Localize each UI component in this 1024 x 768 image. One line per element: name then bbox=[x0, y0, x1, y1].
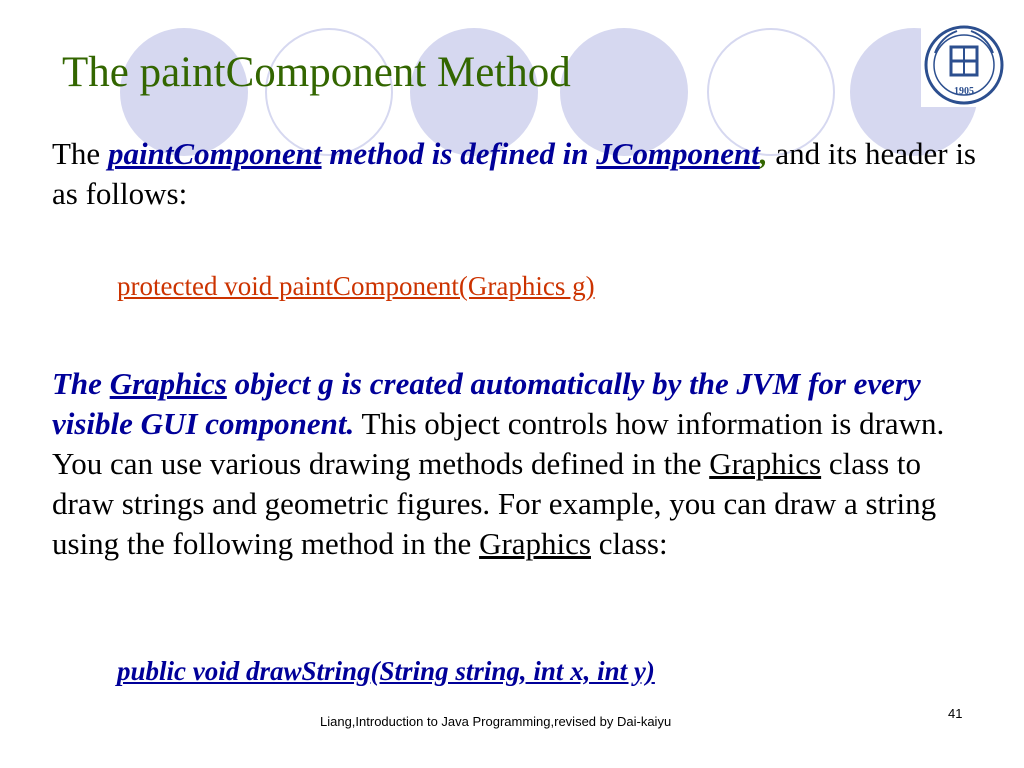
graphics-link[interactable]: Graphics bbox=[109, 366, 227, 401]
page-number: 41 bbox=[948, 706, 963, 721]
text-span: object g is created automatically by the JVM for every visible GUI component bbox=[52, 366, 921, 441]
text-span: class to draw strings and geometric figures. For example, you can draw a string using the following method in the bbox=[52, 446, 937, 561]
text-span: This object controls how information is drawn. You can use various drawing methods defined in the bbox=[52, 406, 945, 481]
text-span: . bbox=[346, 406, 355, 441]
seal-icon bbox=[921, 23, 1007, 107]
intro-paragraph bbox=[52, 134, 982, 214]
graphics-link[interactable]: Graphics bbox=[479, 526, 591, 561]
text-span: The bbox=[52, 366, 110, 401]
slide-footer: Liang,Introduction to Java Programming,revised by Dai-kaiyu bbox=[320, 714, 672, 729]
jcomponent-link[interactable]: JComponent bbox=[596, 136, 760, 171]
text-span: class: bbox=[590, 526, 668, 561]
text-span: method is defined in bbox=[321, 136, 597, 171]
paintcomponent-link[interactable]: paintComponent bbox=[107, 136, 322, 171]
graphics-link[interactable]: Graphics bbox=[709, 446, 822, 481]
text-span: and its header is as follows: bbox=[52, 136, 976, 211]
slide-title: The paintComponent Method bbox=[62, 49, 571, 96]
svg-text:1905: 1905 bbox=[954, 86, 974, 97]
university-logo bbox=[921, 23, 1007, 107]
text-span: The bbox=[52, 136, 108, 171]
code-drawstring-signature[interactable]: public void drawString(String string, int x, int y) bbox=[117, 656, 655, 686]
text-span: , bbox=[759, 136, 768, 171]
code-paintcomponent-header[interactable]: protected void paintComponent(Graphics g) bbox=[117, 271, 595, 301]
graphics-paragraph bbox=[52, 364, 982, 564]
